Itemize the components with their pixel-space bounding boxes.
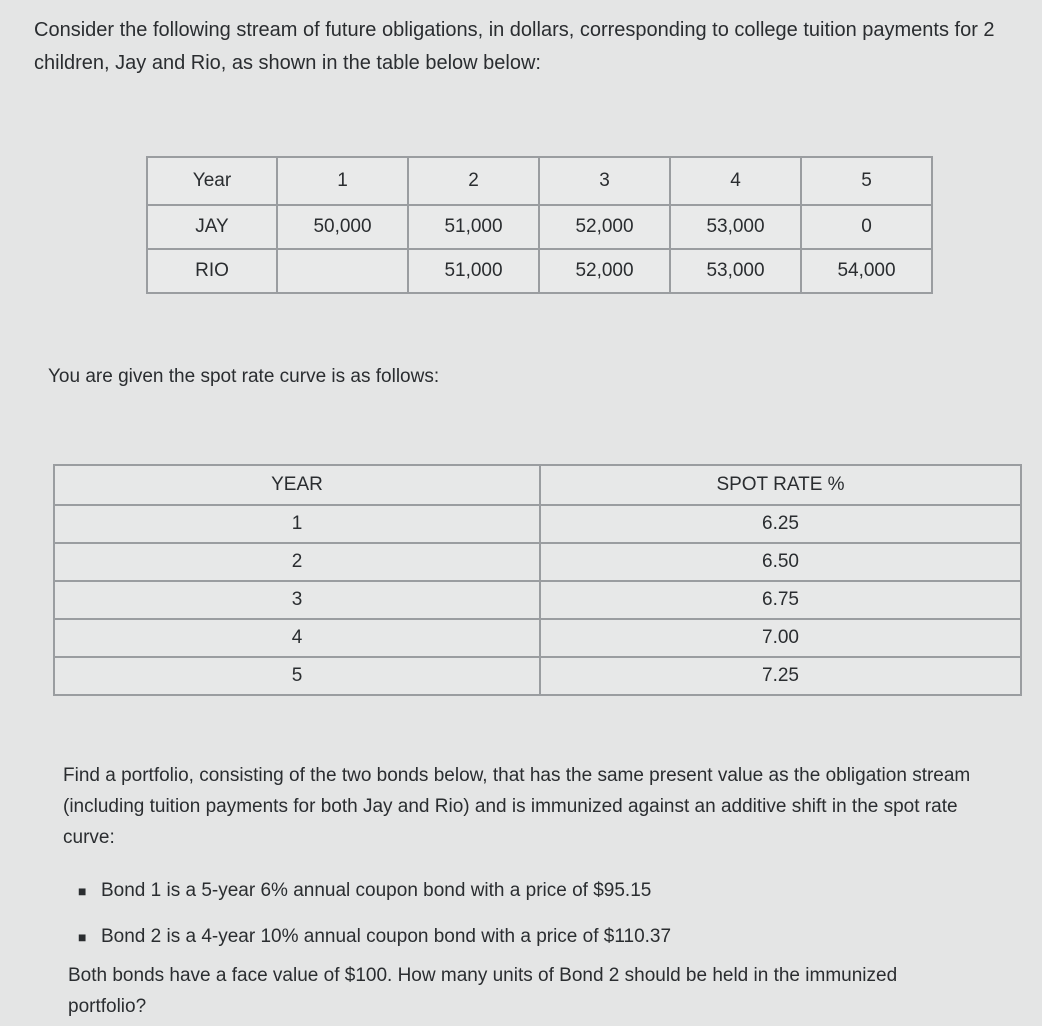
table-row [147,249,932,293]
bond-2-text: Bond 2 is a 4-year 10% annual coupon bond with a price of $110.37 [101,926,672,947]
bullet-icon: ■ [78,883,87,899]
table-header-row [54,465,1021,505]
header-cell: 2 [408,157,539,205]
table-cell: 7.00 [540,619,1021,657]
header-cell: YEAR [54,465,540,505]
spot-rate-caption: You are given the spot rate curve is as follows: [48,366,440,387]
tuition-table [146,156,933,294]
closing-question: Both bonds have a face value of $100. How many units of Bond 2 should be held in the immunized portfolio? [68,965,898,1017]
header-cell: 3 [539,157,670,205]
table-cell: 0 [801,205,932,249]
bond-1-text: Bond 1 is a 5-year 6% annual coupon bond with a price of $95.15 [101,880,652,901]
table-cell: 6.25 [540,505,1021,543]
table-cell: 7.25 [540,657,1021,695]
table-cell: 4 [54,619,540,657]
table-cell [277,249,408,293]
spot-rate-table [53,464,1022,696]
question-text: Find a portfolio, consisting of the two bonds below, that has the same present value as the obligation stream (including tuition payments for both Jay and Rio) and is immunized against an additive shift in the spot rate curve: [63,765,971,848]
table-row [54,505,1021,543]
table-cell: 3 [54,581,540,619]
bullet-icon: ■ [78,929,87,945]
list-item [78,868,671,914]
table-row [54,619,1021,657]
table-cell: 53,000 [670,249,801,293]
bond-list [78,868,671,960]
table-row [54,581,1021,619]
header-cell: Year [147,157,277,205]
table-cell: 53,000 [670,205,801,249]
header-cell: 5 [801,157,932,205]
table-cell: 52,000 [539,205,670,249]
table-cell: 50,000 [277,205,408,249]
table-cell: 54,000 [801,249,932,293]
table-header-row [147,157,932,205]
row-label: RIO [147,249,277,293]
header-cell: SPOT RATE % [540,465,1021,505]
intro-text: Consider the following stream of future obligations, in dollars, corresponding to college tuition payments for 2 children, Jay and Rio, as shown in the table below below: [34,19,995,74]
header-cell: 1 [277,157,408,205]
list-item [78,914,671,960]
table-cell: 6.75 [540,581,1021,619]
table-cell: 1 [54,505,540,543]
table-row [54,657,1021,695]
header-cell: 4 [670,157,801,205]
table-cell: 5 [54,657,540,695]
table-row [54,543,1021,581]
row-label: JAY [147,205,277,249]
table-cell: 51,000 [408,249,539,293]
table-cell: 51,000 [408,205,539,249]
table-row [147,205,932,249]
table-cell: 2 [54,543,540,581]
table-cell: 6.50 [540,543,1021,581]
table-cell: 52,000 [539,249,670,293]
